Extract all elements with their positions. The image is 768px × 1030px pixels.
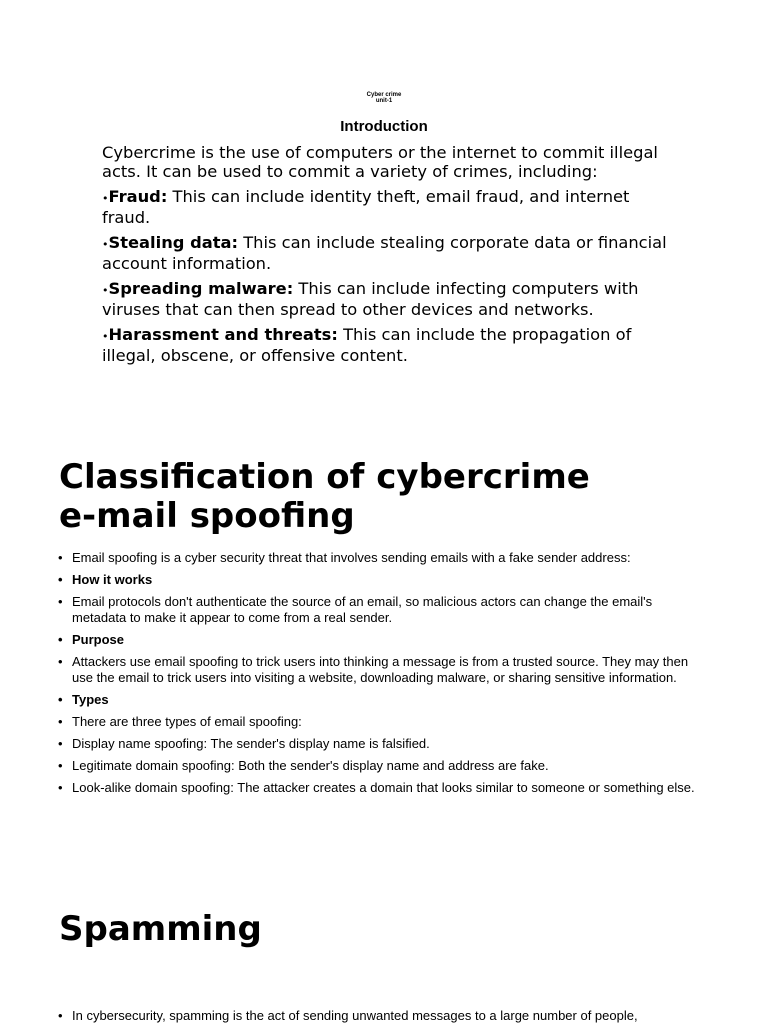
bullet-dot: • bbox=[58, 758, 63, 773]
spamming-list bbox=[58, 1008, 708, 1030]
email-spoofing-list bbox=[58, 550, 708, 802]
list-item: • There are three types of email spoofing: bbox=[58, 714, 302, 729]
introduction-body bbox=[102, 144, 682, 372]
header-unit-line: unit-1 bbox=[375, 98, 393, 104]
document-header bbox=[0, 92, 768, 104]
list-item: • Email protocols don't authenticate the source of an email, so malicious actors can change the email's metadata to make it appear to come from a real sender. bbox=[58, 594, 653, 625]
bullet-dot: • bbox=[58, 654, 63, 669]
bullet-dot: • bbox=[58, 714, 63, 729]
spamming-title: Spamming bbox=[59, 909, 262, 949]
bullet-term: Harassment and threats: bbox=[108, 325, 338, 344]
classification-title bbox=[59, 458, 739, 536]
introduction-paragraph: Cybercrime is the use of computers or the internet to commit illegal acts. It can be used to commit a variety of crimes, including: bbox=[102, 143, 658, 181]
list-item: • Display name spoofing: The sender's display name is falsified. bbox=[58, 736, 430, 751]
bullet-text: This can include the propagation of illegal, obscene, or offensive content. bbox=[102, 325, 632, 365]
bullet-dot: • bbox=[58, 1008, 63, 1023]
introduction-heading: Introduction bbox=[340, 118, 428, 135]
bullet-dot: • bbox=[58, 572, 63, 587]
list-item: • How it works bbox=[58, 572, 153, 587]
bullet-dot: • bbox=[58, 780, 63, 795]
list-item: • In cybersecurity, spamming is the act of sending unwanted messages to a large number of people, bbox=[58, 1008, 638, 1023]
header-course-line: Cyber crime bbox=[366, 92, 402, 98]
classification-title-line1: Classification of cybercrime bbox=[59, 457, 590, 497]
bullet-dot: • bbox=[58, 692, 63, 707]
bullet-dot: • bbox=[102, 238, 109, 251]
bullet-term: Spreading malware: bbox=[108, 279, 294, 298]
bullet-dot: • bbox=[102, 330, 109, 343]
bullet-dot: • bbox=[58, 550, 63, 565]
list-item: • Attackers use email spoofing to trick users into thinking a message is from a trusted source. They may then use the email to trick users into visiting a website, downloading malware, or sharing sensitive information. bbox=[58, 654, 689, 685]
bullet-text: This can include identity theft, email fraud, and internet fraud. bbox=[102, 187, 630, 227]
classification-title-line2: e-mail spoofing bbox=[59, 496, 355, 536]
intro-bullet-harassment bbox=[102, 326, 682, 365]
bullet-dot: • bbox=[58, 736, 63, 751]
bullet-dot: • bbox=[102, 284, 109, 297]
list-item: • Purpose bbox=[58, 632, 125, 647]
bullet-term: Fraud: bbox=[108, 187, 168, 206]
bullet-term: Stealing data: bbox=[108, 233, 239, 252]
bullet-text: This can include stealing corporate data or financial account information. bbox=[102, 233, 667, 273]
bullet-dot: • bbox=[58, 594, 63, 609]
bullet-dot: • bbox=[102, 192, 109, 205]
intro-bullet-fraud bbox=[102, 188, 682, 227]
bullet-text: This can include infecting computers with viruses that can then spread to other devices and networks. bbox=[102, 279, 639, 319]
bullet-dot: • bbox=[58, 632, 63, 647]
list-item: • Types bbox=[58, 692, 109, 707]
list-item: • Email spoofing is a cyber security threat that involves sending emails with a fake sender address: bbox=[58, 550, 631, 565]
list-item: • Legitimate domain spoofing: Both the sender's display name and address are fake. bbox=[58, 758, 549, 773]
intro-bullet-spreading-malware bbox=[102, 280, 682, 319]
intro-bullet-stealing-data bbox=[102, 234, 682, 273]
list-item: • Look-alike domain spoofing: The attacker creates a domain that looks similar to someone or something else. bbox=[58, 780, 695, 795]
